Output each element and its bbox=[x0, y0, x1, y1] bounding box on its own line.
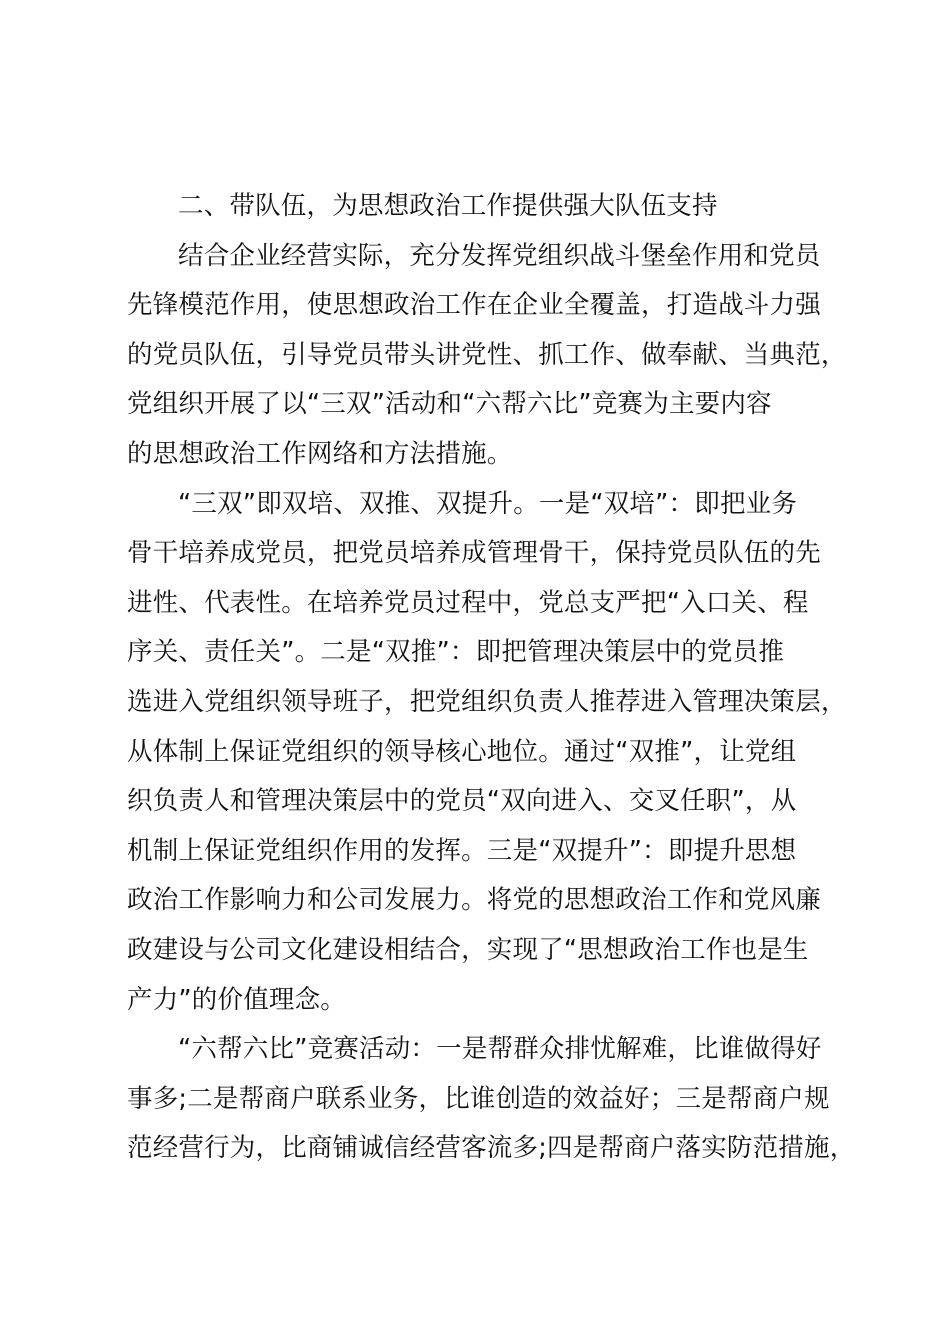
paragraph-line: “三双”即双培、双推、双提升。一是“双培”：即把业务 bbox=[178, 488, 798, 519]
paragraph-line: 序关、责任关”。二是“双推”：即把管理决策层中的党员推 bbox=[127, 637, 785, 668]
document-body bbox=[127, 182, 856, 1174]
paragraph-line: 范经营行为，比商铺诚信经营客流多;四是帮商户落实防范措施， bbox=[127, 1133, 856, 1164]
paragraph-line: 的党员队伍，引导党员带头讲党性、抓工作、做奉献、当典范， bbox=[127, 339, 847, 370]
paragraph-line: 机制上保证党组织作用的发挥。三是“双提升”：即提升思想 bbox=[127, 835, 797, 866]
paragraph-line: 骨干培养成党员，把党员培养成管理骨干，保持党员队伍的先 bbox=[127, 538, 821, 569]
section-heading: 二、带队伍，为思想政治工作提供强大队伍支持 bbox=[178, 191, 718, 221]
paragraph-line: “六帮六比”竞赛活动：一是帮群众排忧解难，比谁做得好 bbox=[178, 1034, 822, 1065]
paragraph-3 bbox=[127, 1025, 856, 1174]
paragraph-line: 进性、代表性。在培养党员过程中，党总支严把“入口关、程 bbox=[127, 587, 809, 618]
paragraph-1 bbox=[127, 232, 847, 480]
paragraph-line: 的思想政治工作网络和方法措施。 bbox=[127, 438, 513, 469]
paragraph-line: 先锋模范作用，使思想政治工作在企业全覆盖，打造战斗力强 bbox=[127, 290, 821, 321]
paragraph-line: 选进入党组织领导班子，把党组织负责人推荐进入管理决策层， bbox=[127, 686, 847, 717]
paragraph-line: 党组织开展了以“三双”活动和“六帮六比”竞赛为主要内容 bbox=[127, 389, 772, 420]
paragraph-line: 产力”的价值理念。 bbox=[127, 984, 347, 1015]
paragraph-line: 政治工作影响力和公司发展力。将党的思想政治工作和党风廉 bbox=[127, 885, 821, 916]
paragraph-2 bbox=[127, 480, 847, 1026]
paragraph-line: 从体制上保证党组织的领导核心地位。通过“双推”，让党组 bbox=[127, 736, 797, 767]
paragraph-line: 政建设与公司文化建设相结合，实现了“思想政治工作也是生 bbox=[127, 934, 809, 965]
paragraph-line: 结合企业经营实际，充分发挥党组织战斗堡垒作用和党员 bbox=[178, 240, 821, 271]
paragraph-line: 织负责人和管理决策层中的党员“双向进入、交叉任职”，从 bbox=[127, 786, 797, 817]
paragraph-line: 事多;二是帮商户联系业务，比谁创造的效益好；三是帮商户规 bbox=[127, 1083, 830, 1114]
